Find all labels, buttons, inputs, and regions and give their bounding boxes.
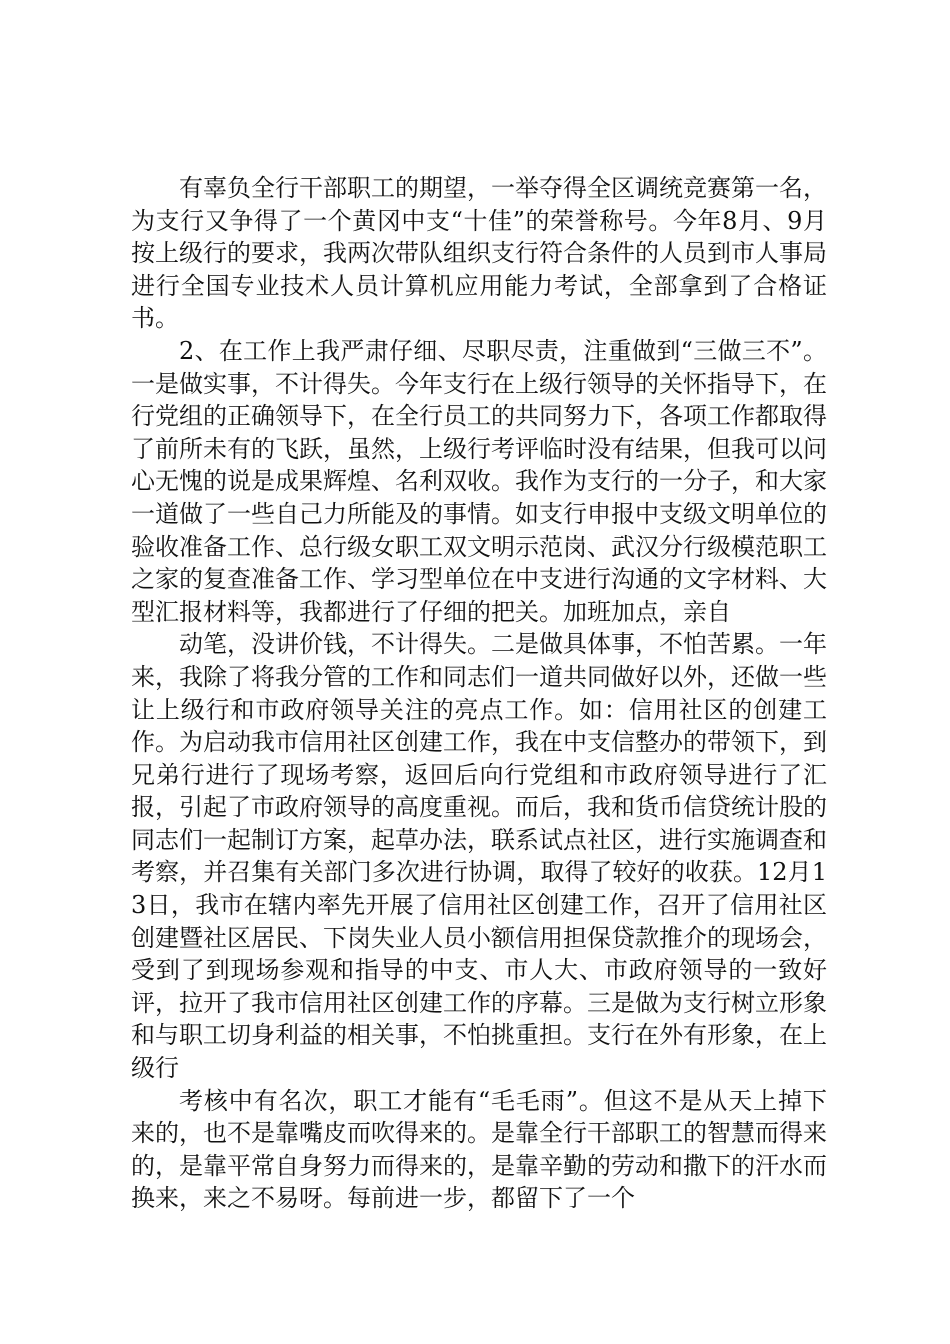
paragraph: 有辜负全行干部职工的期望，一举夺得全区调统竞赛第一名，为支行又争得了一个黄冈中支“十佳”的荣誉称号。今年8月、9月按上级行的要求，我两次带队组织支行符合条件的人员到市人事局进行全国专业技术人员计算机应用能力考试，全部拿到了合格证书。 <box>131 174 827 333</box>
paragraph: 动笔，没讲价钱，不计得失。二是做具体事，不怕苦累。一年来，我除了将我分管的工作和同志们一道共同做好以外，还做一些让上级行和市政府领导关注的亮点工作。如：信用社区的创建工作。为启动我市信用社区创建工作，我在中支信整办的带领下，到兄弟行进行了现场考察，返回后向行党组和市政府领导进行了汇报，引起了市政府领导的高度重视。而后，我和货币信贷统计股的同志们一起制订方案，起草办法，联系试点社区，进行实施调查和考察，并召集有关部门多次进行协调，取得了较好的收获。12月13日，我市在辖内率先开展了信用社区创建工作，召开了信用社区创建暨社区居民、下岗失业人员小额信用担保贷款推介的现场会，受到了到现场参观和指导的中支、市人大、市政府领导的一致好评，拉开了我市信用社区创建工作的序幕。三是做为支行树立形象和与职工切身利益的相关事，不怕挑重担。支行在外有形象，在上级行 <box>131 630 827 1083</box>
document-body <box>131 172 827 1215</box>
paragraph: 考核中有名次，职工才能有“毛毛雨”。但这不是从天上掉下来的，也不是靠嘴皮而吹得来的。是靠全行干部职工的智慧而得来的，是靠平常自身努力而得来的，是靠辛勤的劳动和撒下的汗水而换来，来之不易呀。每前进一步，都留下了一个 <box>131 1086 827 1213</box>
paragraph: 2、在工作上我严肃仔细、尽职尽责，注重做到“三做三不”。一是做实事，不计得失。今年支行在上级行领导的关怀指导下，在行党组的正确领导下，在全行员工的共同努力下，各项工作都取得了前所未有的飞跃，虽然，上级行考评临时没有结果，但我可以问心无愧的说是成果辉煌、名利双收。我作为支行的一分子，和大家一道做了一些自己力所能及的事情。如支行申报中支级文明单位的验收准备工作、总行级女职工双文明示范岗、武汉分行级模范职工之家的复查准备工作、学习型单位在中支进行沟通的文字材料、大型汇报材料等，我都进行了仔细的把关。加班加点，亲自 <box>131 336 827 626</box>
